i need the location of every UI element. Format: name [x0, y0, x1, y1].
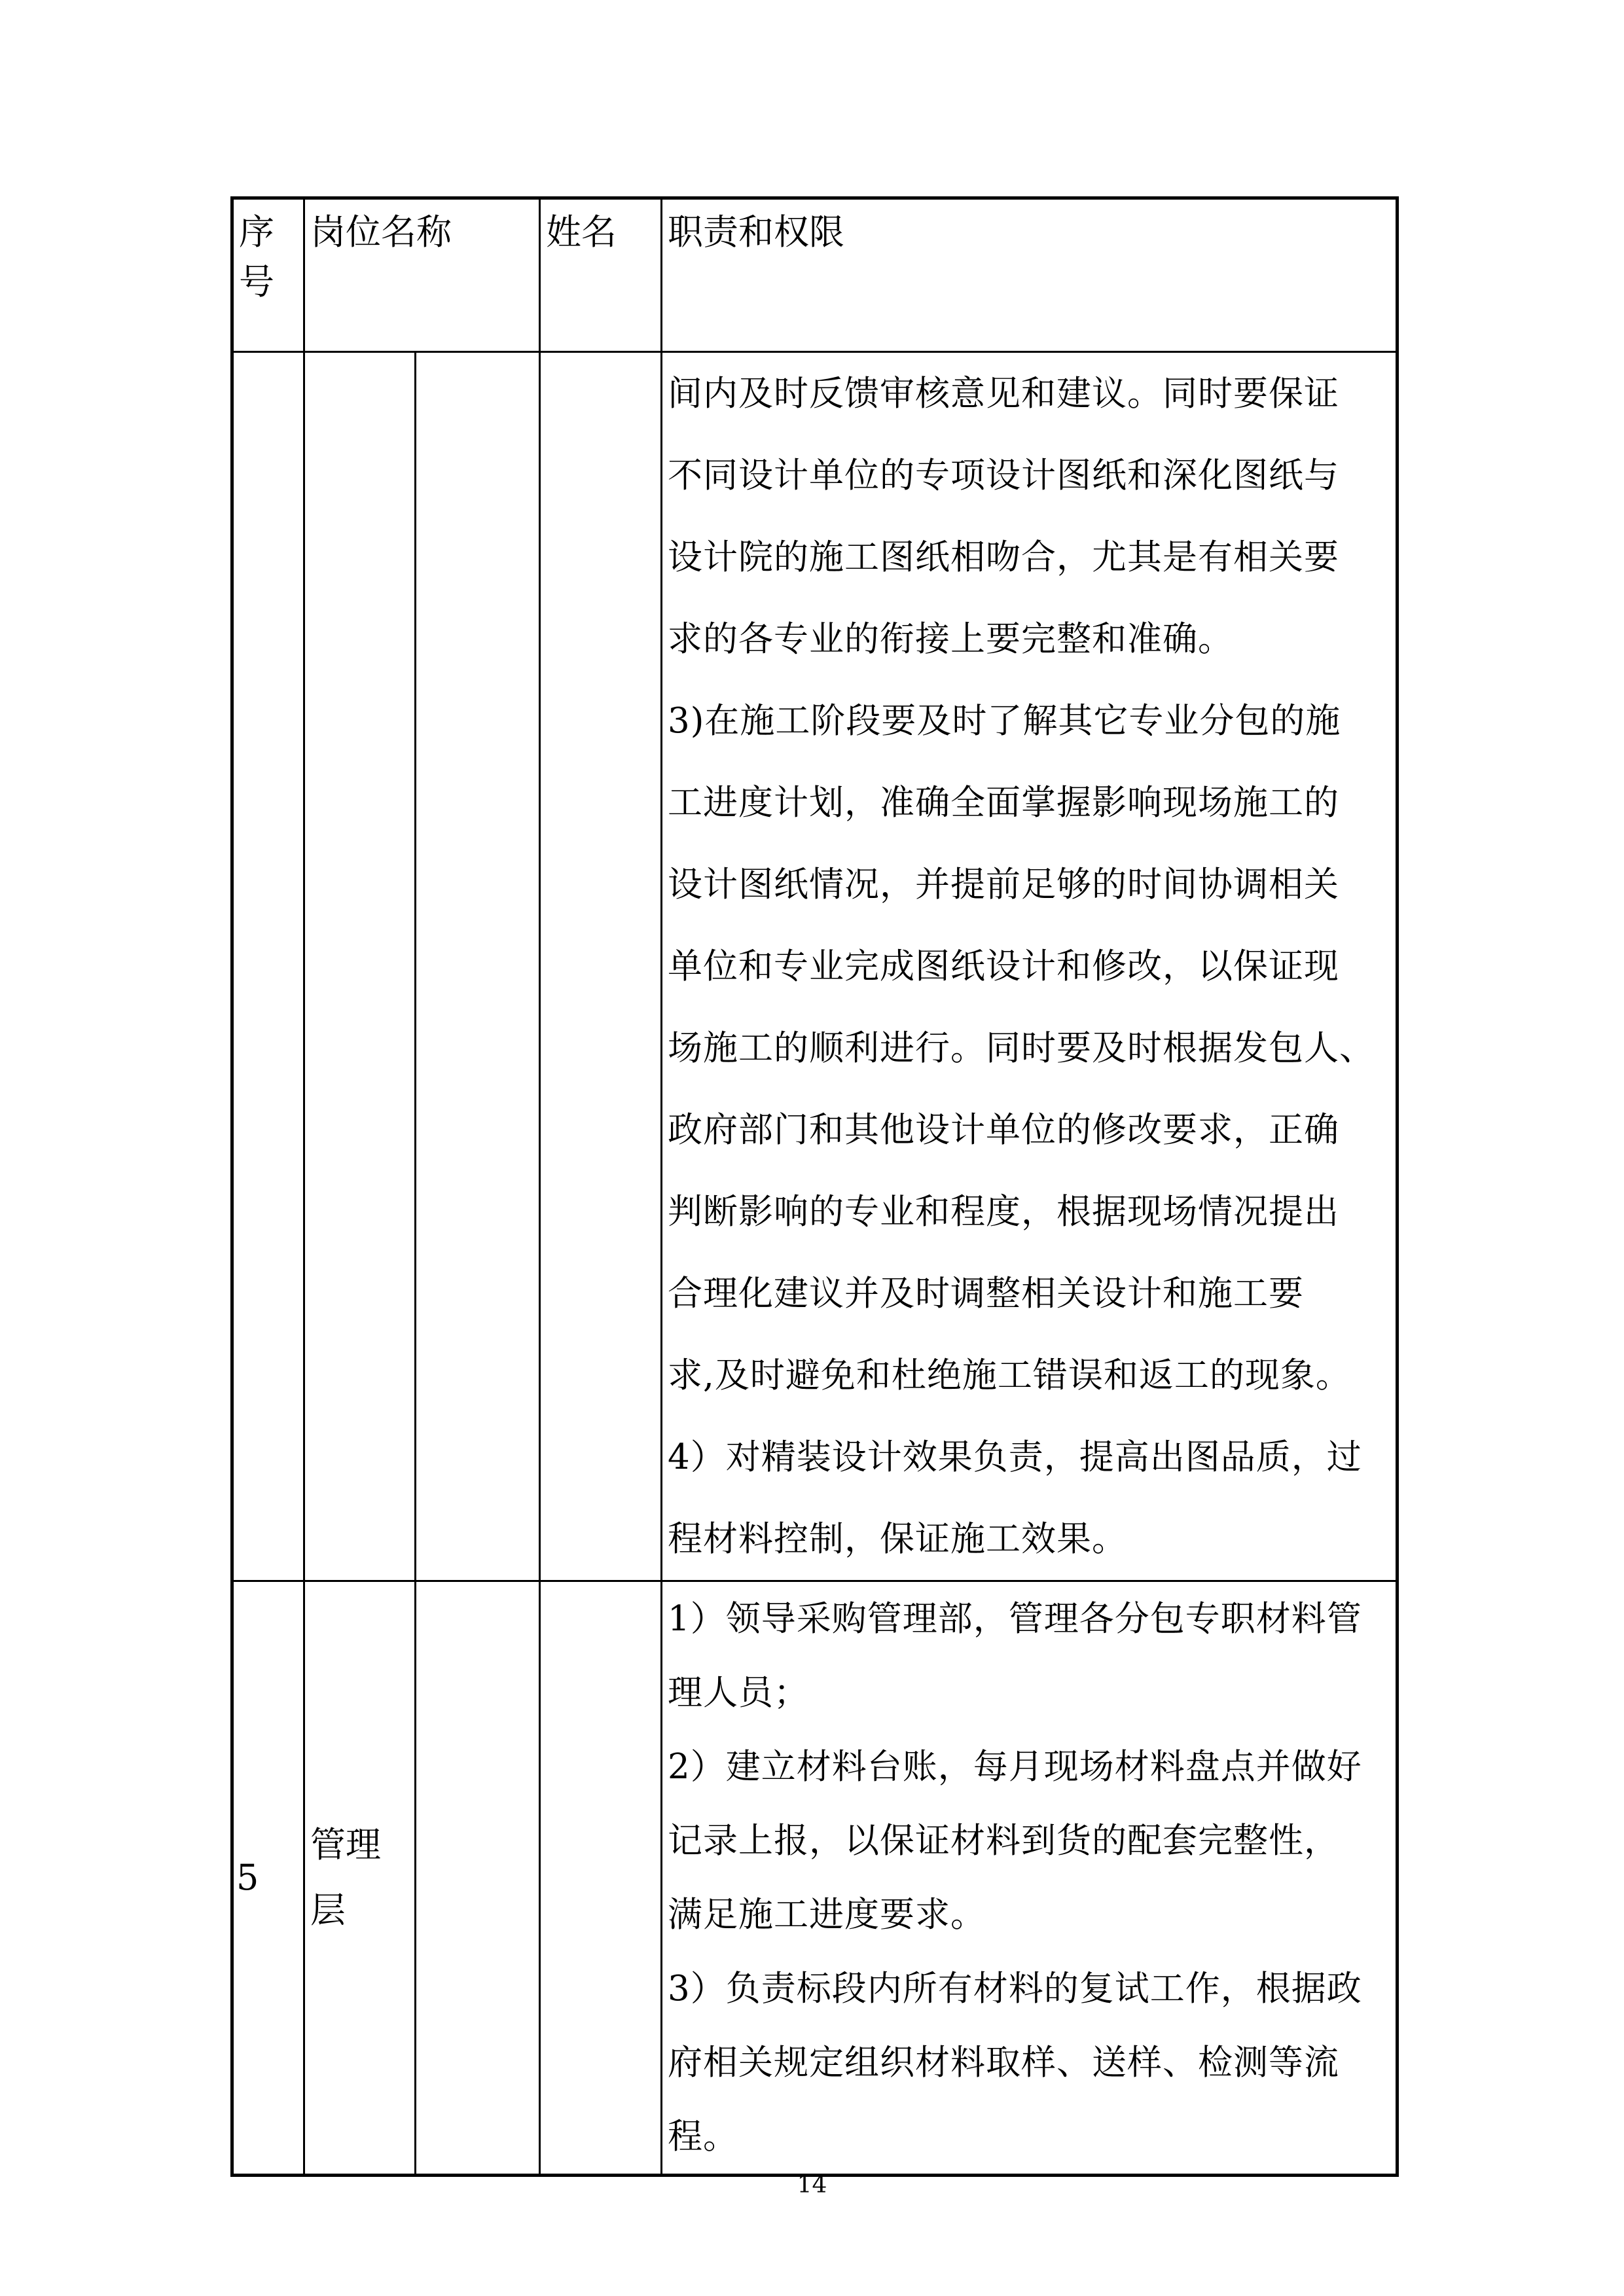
duties-line: 3)在施工阶段要及时了解其它专业分包的施 — [668, 701, 1341, 741]
page-number: 14 — [797, 2172, 827, 2198]
header-seq-cell — [232, 198, 304, 352]
duties-text — [662, 1582, 1396, 2174]
header-name-cell — [540, 198, 662, 352]
duties-line: 间内及时反馈审核意见和建议。同时要保证 — [668, 374, 1339, 414]
duties-line: 合理化建议并及时调整相关设计和施工要 — [668, 1274, 1304, 1314]
position-cell-a — [304, 1581, 416, 2176]
duties-text — [662, 353, 1396, 1580]
header-duties: 职责和权限 — [668, 211, 844, 253]
duties-line: 求,及时避免和杜绝施工错误和返工的现象。 — [668, 1355, 1351, 1395]
duties-line: 2）建立材料台账，每月现场材料盘点并做好 — [668, 1747, 1362, 1787]
duties-line: 场施工的顺利进行。同时要及时根据发包人、 — [668, 1028, 1375, 1068]
seq-value: 5 — [236, 1857, 259, 1898]
seq-cell — [232, 1581, 304, 2176]
header-seq: 序号 — [239, 211, 274, 302]
table-header-row — [232, 198, 1398, 352]
name-cell — [540, 352, 662, 1581]
table-row — [232, 352, 1398, 1581]
responsibility-table — [230, 196, 1399, 2177]
header-duties-cell — [662, 198, 1398, 352]
duties-line: 程。 — [668, 2117, 738, 2157]
header-position-cell — [304, 198, 540, 352]
position-cell-b — [416, 352, 540, 1581]
duties-line: 理人员； — [668, 1673, 809, 1713]
duties-line: 政府部门和其他设计单位的修改要求，正确 — [668, 1110, 1339, 1150]
header-name: 姓名 — [546, 211, 617, 253]
duties-line: 判断影响的专业和程度，根据现场情况提出 — [668, 1192, 1339, 1232]
duties-line: 不同设计单位的专项设计图纸和深化图纸与 — [668, 456, 1339, 495]
duties-cell — [662, 352, 1398, 1581]
duties-line: 程材料控制，保证施工效果。 — [668, 1519, 1127, 1559]
duties-line: 求的各专业的衔接上要完整和准确。 — [668, 619, 1233, 659]
duties-line: 设计图纸情况，并提前足够的时间协调相关 — [668, 865, 1339, 905]
duties-line: 4）对精装设计效果负责，提高出图品质，过 — [668, 1437, 1362, 1477]
duties-line: 记录上报，以保证材料到货的配套完整性， — [668, 1821, 1339, 1861]
duties-line: 单位和专业完成图纸设计和修改，以保证现 — [668, 946, 1339, 986]
position-cell-b — [416, 1581, 540, 2176]
duties-line: 3）负责标段内所有材料的复试工作，根据政 — [668, 1969, 1362, 2009]
duties-line: 满足施工进度要求。 — [668, 1895, 986, 1935]
table-row — [232, 1581, 1398, 2176]
duties-line: 府相关规定组织材料取样、送样、检测等流 — [668, 2043, 1339, 2083]
name-cell — [540, 1581, 662, 2176]
position-value-a: 管理层 — [310, 1824, 381, 1931]
position-cell-a — [304, 352, 416, 1581]
seq-cell — [232, 352, 304, 1581]
header-position: 岗位名称 — [310, 211, 452, 253]
duties-line: 1）领导采购管理部，管理各分包专职材料管 — [668, 1599, 1362, 1639]
duties-cell — [662, 1581, 1398, 2176]
duties-line: 工进度计划，准确全面掌握影响现场施工的 — [668, 783, 1339, 823]
duties-line: 设计院的施工图纸相吻合，尤其是有相关要 — [668, 537, 1339, 577]
